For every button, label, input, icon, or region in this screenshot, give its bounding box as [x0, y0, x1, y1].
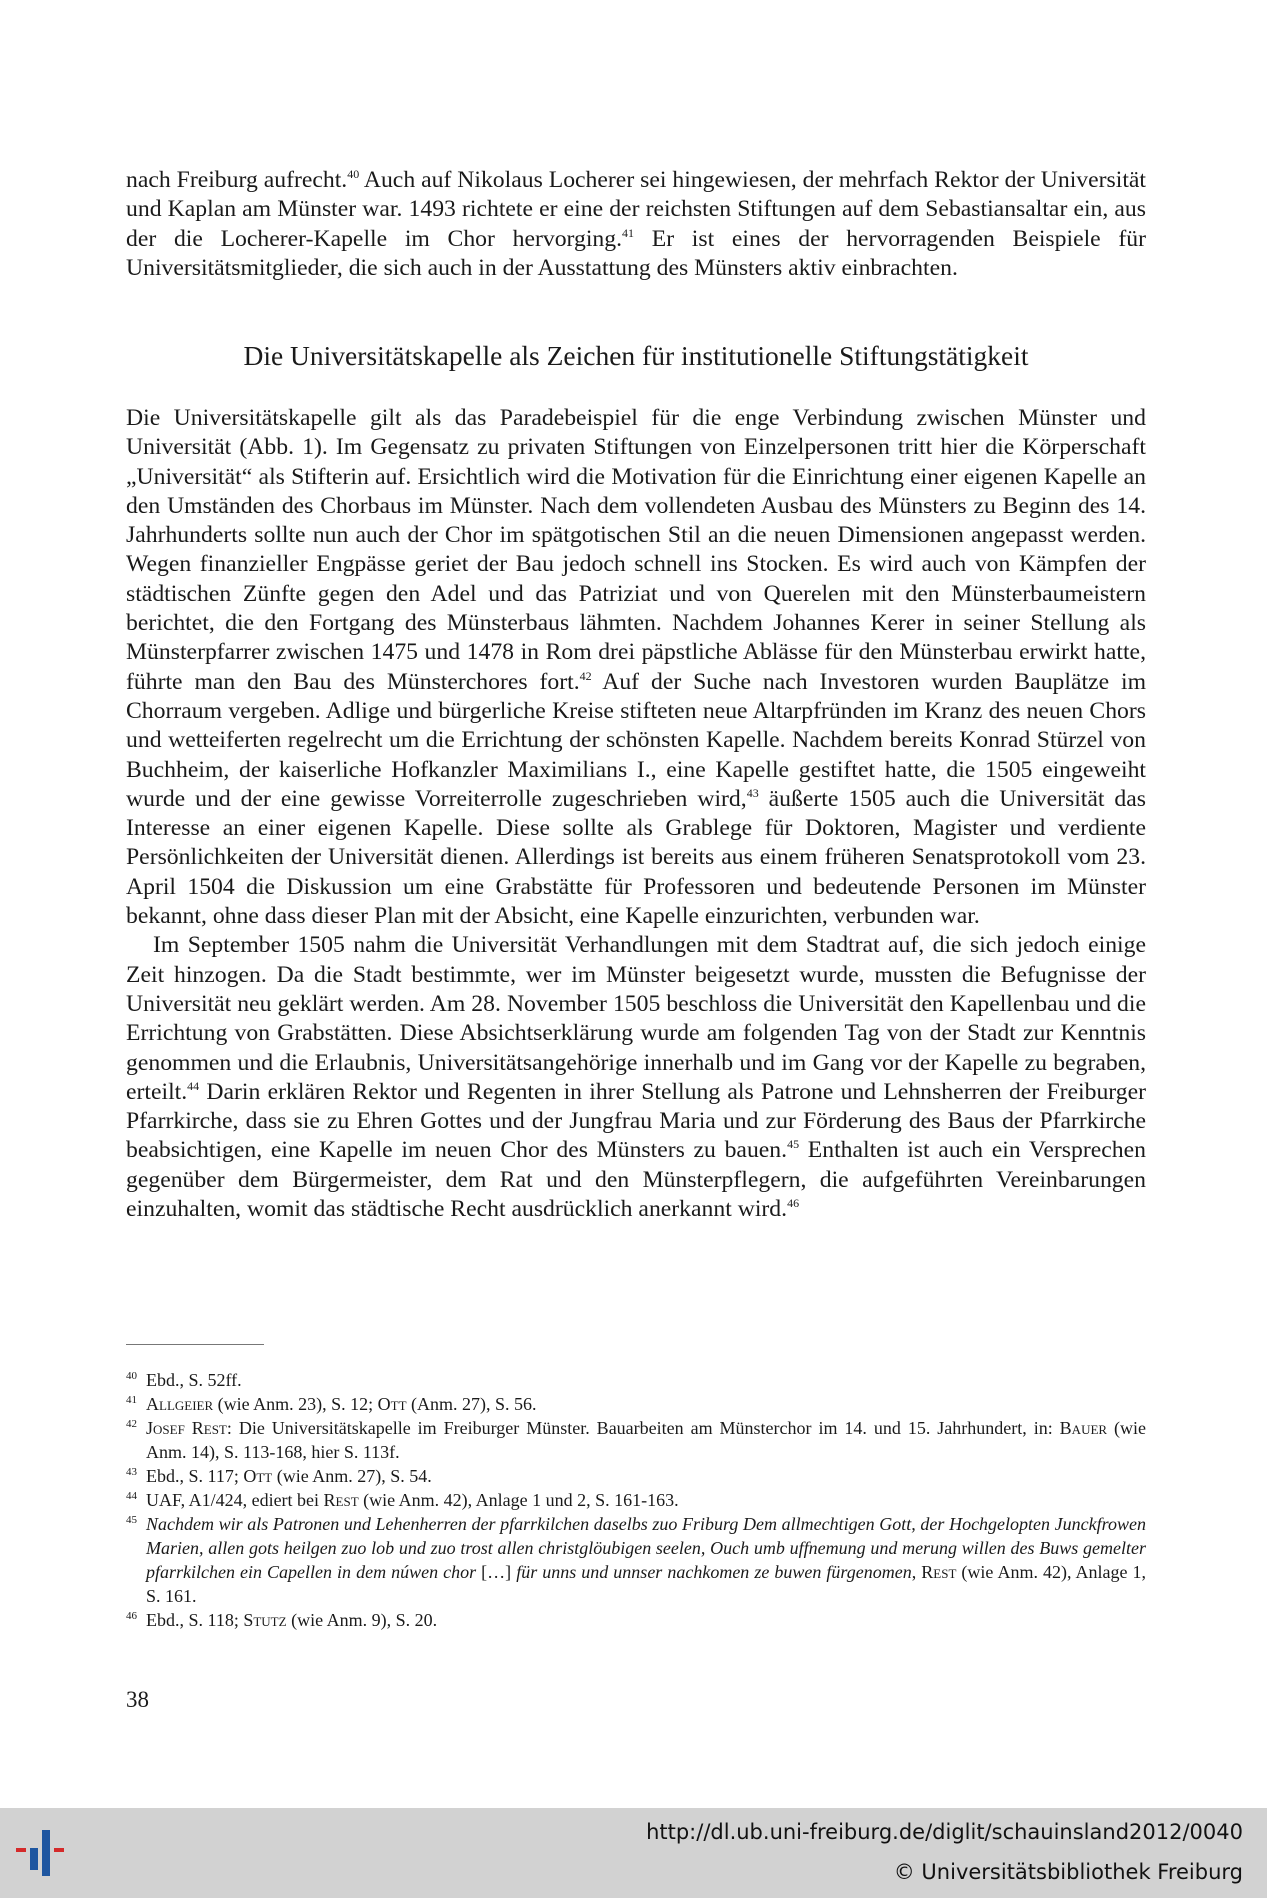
author-name: Stutz [243, 1610, 287, 1630]
footnote-ref-41[interactable]: 41 [622, 225, 635, 240]
author-name: Rest [921, 1562, 957, 1582]
footnote-text: UAF, A1/424, ediert bei Rest (wie Anm. 42), Anlage 1 und 2, S. 161-163. [146, 1490, 679, 1510]
footnote-number: 45 [126, 1514, 137, 1526]
footnote-text: Ebd., S. 117; Ott (wie Anm. 27), S. 54. [146, 1466, 432, 1486]
footnote-text: Ebd., S. 118; Stutz (wie Anm. 9), S. 20. [146, 1610, 438, 1630]
quotation: Nachdem wir als Patronen und Lehenherren der pfarrkilchen daselbs zuo Friburg Dem allmechtigen Gott, der Hochgelopten Junckfrowen Marien, allen gots heilgen zuo lob und zuo trost allen christglöubigen seelen, Ouch umb uffnemung und merung willen des Buws gemelter pfarrkilchen ein Capellen in dem núwen chor [146, 1514, 1146, 1582]
footnote-text: Ebd., S. 52ff. [146, 1370, 242, 1390]
footnote-ref-42[interactable]: 42 [579, 668, 592, 683]
intro-paragraph: nach Freiburg aufrecht.$^{40}$ Auch auf Nikolaus Locherer sei hingewiesen, der mehrfach Rektor der Universität und Kaplan am Münster war. 1493 richtete er eine der reichsten Stiftungen auf dem Sebastiansaltar ein, aus der die Locherer-Kapelle im Chor hervorging.$^{41}$ Er ist eines der hervorragenden Beispiele für Universitätsmitglieder, die sich auch in der Ausstattung des Münsters aktiv einbrachten. [126, 167, 1146, 281]
footer-bar [0, 1808, 1267, 1898]
footnote-42 [126, 1416, 1146, 1464]
paragraph-2: Im September 1505 nahm die Universität Verhandlungen mit dem Stadtrat auf, die sich jedoch einige Zeit hinzogen. Da die Stadt bestimmte, wer im Münster beigesetzt wurde, mussten die Befugnisse der Universität neu geklärt werden. Am 28. November 1505 beschloss die Universität den Kapellenbau und die Errichtung von Grabstätten. Diese Absichtserklärung wurde am folgenden Tag von der Stadt zur Kenntnis genommen und die Erlaubnis, Universitätsangehörige innerhalb und im Gang vor der Kapelle zu begraben, erteilt.$^{44}$ Darin erklären Rektor und Regenten in ihrer Stellung als Patrone und Lehnsherren der Freiburger Pfarrkirche, dass sie zu Ehren Gottes und der Jungfrau Maria und zur Förderung des Baus der Pfarrkirche beabsichtigen, eine Kapelle im neuen Chor des Münsters zu bauen.$^{45}$ Enthalten ist auch ein Versprechen gegenüber dem Bürgermeister, dem Rat und den Münsterpflegern, die aufgeführten Vereinbarungen einzuhalten, womit das städtische Recht ausdrücklich anerkannt wird.$^{46}$ [126, 932, 1146, 1223]
paragraph-1: Die Universitätskapelle gilt als das Paradebeispiel für die enge Verbindung zwischen Münster und Universität (Abb. 1). Im Gegensatz zu privaten Stiftungen von Einzelpersonen tritt hier die Körperschaft „Universität“ als Stifterin auf. Ersichtlich wird die Motivation für die Einrichtung einer eigenen Kapelle an den Umständen des Chorbaus im Münster. Nach dem vollendeten Ausbau des Münsters zu Beginn des 14. Jahrhunderts sollte nun auch der Chor im spätgotischen Stil an die neuen Dimensionen angepasst werden. Wegen finanzieller Engpässe geriet der Bau jedoch schnell ins Stocken. Es wird auch von Kämpfen der städtischen Zünfte gegen den Adel und das Patriziat und von Querelen mit den Münsterbaumeistern berichtet, die den Fortgang des Münsterbaus lähmten. Nachdem Johannes Kerer in seiner Stellung als Münsterpfarrer zwischen 1475 und 1478 in Rom drei päpstliche Ablässe für den Münsterbau erwirkt hatte, führte man den Bau des Münsterchores fort.$^{42}$ Auf der Suche nach Investoren wurden Bauplätze im Chorraum vergeben. Adlige und bürgerliche Kreise stifteten neue Altarpfründen im Kranz des neuen Chors und wetteiferten regelrecht um die Errichtung der schönsten Kapelle. Nachdem bereits Konrad Stürzel von Buchheim, der kaiserliche Hofkanzler Maximilians I., eine Kapelle gestiftet hatte, die 1505 eingeweiht wurde und der eine gewisse Vorreiterrolle zugeschrieben wird,$^{43}$ äußerte 1505 auch die Universität das Interesse an einer eigenen Kapelle. Diese sollte als Grablege für Doktoren, Magister und verdiente Persönlichkeiten der Universität dienen. Allerdings ist bereits aus einem früheren Senatsprotokoll vom 23. April 1504 die Diskussion um eine Grabstätte für Professoren und bedeutende Personen im Münster bekannt, ohne dass dieser Plan mit der Absicht, eine Kapelle einzurichten, verbunden war. [126, 405, 1146, 930]
footnote-ref-45[interactable]: 45 [787, 1137, 800, 1152]
author-name: Bauer [1059, 1418, 1108, 1438]
footnote-text: Nachdem wir als Patronen und Lehenherren der pfarrkilchen daselbs zuo Friburg Dem allmechtigen Gott, der Hochgelopten Junckfrowen Marien, allen gots heilgen zuo lob und zuo trost allen christglöubigen seelen, Ouch umb uffnemung und merung willen des Buws gemelter pfarrkilchen ein Capellen in dem núwen chor […] für unns und unnser nachkomen ze buwen fürgenomen, Rest (wie Anm. 42), Anlage 1, S. 161. [146, 1514, 1147, 1606]
body-text-main [126, 404, 1146, 1224]
footnotes [126, 1368, 1146, 1632]
footnote-number: 44 [126, 1490, 137, 1502]
footnote-number: 41 [126, 1394, 137, 1406]
library-logo-icon [16, 1828, 80, 1880]
author-name: Rest [323, 1490, 359, 1510]
quotation: für unns und unnser nachkomen ze buwen fürgenomen [511, 1562, 912, 1582]
footnote-ref-46[interactable]: 46 [787, 1196, 800, 1211]
footnote-ref-44[interactable]: 44 [187, 1078, 200, 1093]
author-name: Josef Rest [146, 1418, 227, 1438]
footnote-44 [126, 1488, 1146, 1512]
author-name: Ott [377, 1394, 407, 1414]
author-name: Ott [243, 1466, 273, 1486]
footnote-ref-40[interactable]: 40 [347, 167, 360, 181]
footnote-43 [126, 1464, 1146, 1488]
section-heading: Die Universitätskapelle als Zeichen für institutionelle Stiftungstätigkeit [243, 340, 1029, 371]
footnote-46 [126, 1608, 1146, 1632]
footnote-divider [126, 1344, 264, 1345]
footnote-45 [126, 1512, 1146, 1608]
source-url-link[interactable]: http://dl.ub.uni-freiburg.de/diglit/schauinsland2012/0040 [646, 1820, 1243, 1844]
body-text-top [126, 166, 1146, 283]
footnote-40 [126, 1368, 1146, 1392]
footnote-ref-43[interactable]: 43 [746, 785, 759, 800]
footnote-number: 40 [126, 1370, 137, 1382]
footnote-41 [126, 1392, 1146, 1416]
footnote-text: Josef Rest: Die Universitätskapelle im Freiburger Münster. Bauarbeiten am Münsterchor im 14. und 15. Jahrhundert, in: Bauer (wie Anm. 14), S. 113-168, hier S. 113f. [146, 1418, 1147, 1462]
page-number: 38 [126, 1687, 149, 1712]
footnote-number: 42 [126, 1418, 137, 1430]
copyright-notice: © Universitätsbibliothek Freiburg [893, 1860, 1243, 1884]
footnote-number: 46 [126, 1610, 137, 1622]
footnote-text: Allgeier (wie Anm. 23), S. 12; Ott (Anm. 27), S. 56. [146, 1394, 537, 1414]
author-name: Allgeier [146, 1394, 214, 1414]
footnote-number: 43 [126, 1466, 137, 1478]
